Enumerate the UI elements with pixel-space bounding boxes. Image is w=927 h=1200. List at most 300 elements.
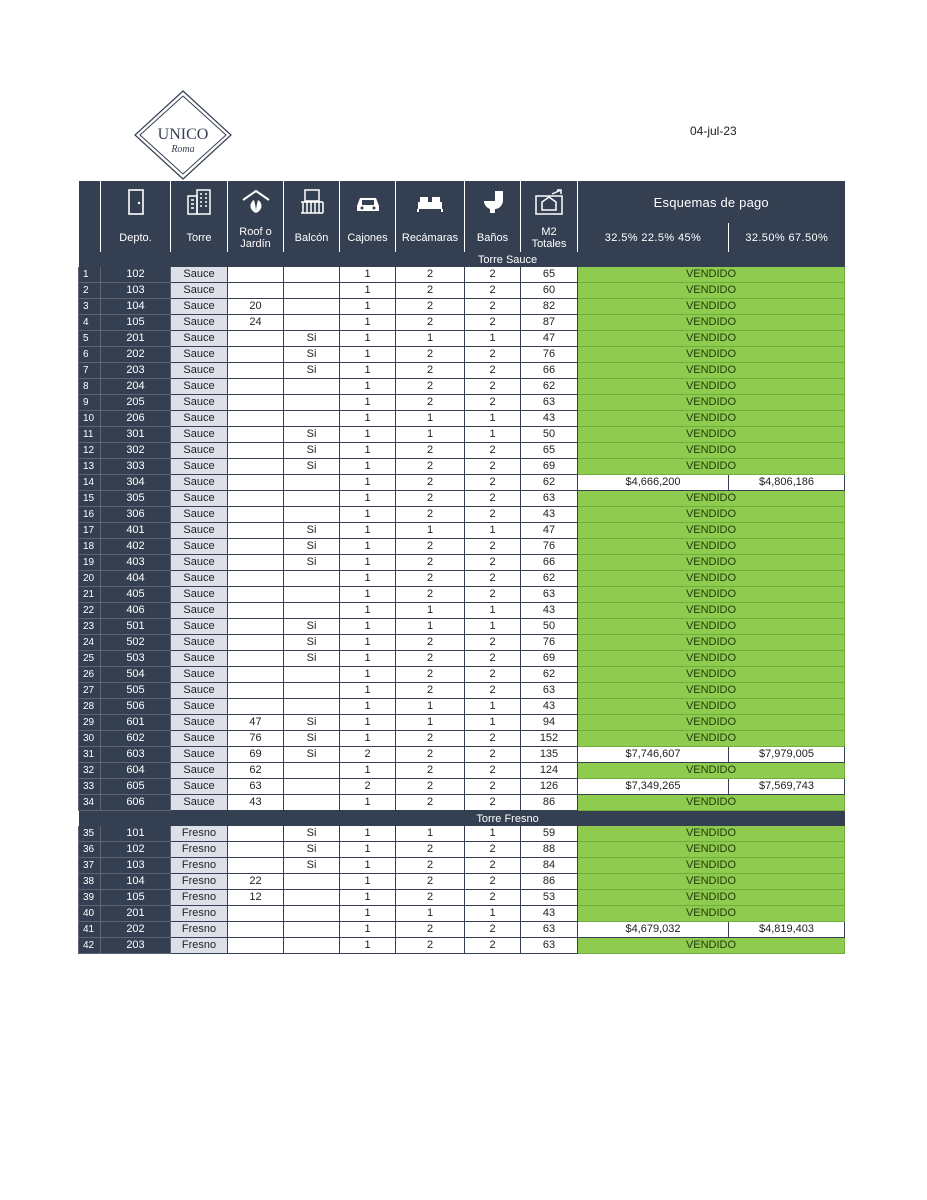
cell-m2: 76 — [521, 539, 578, 555]
cell-roof — [228, 427, 284, 443]
column-header-balcon: Balcón — [284, 223, 340, 252]
row-number: 24 — [79, 635, 101, 651]
cell-banos: 2 — [465, 539, 521, 555]
cell-balcon — [284, 571, 340, 587]
cell-depto: 301 — [101, 427, 171, 443]
sold-status: VENDIDO — [578, 842, 845, 858]
cell-depto: 104 — [101, 874, 171, 890]
price-scheme-2: $4,806,186 — [729, 475, 845, 491]
cell-banos: 1 — [465, 427, 521, 443]
cell-balcon: Si — [284, 427, 340, 443]
price-scheme-2: $7,979,005 — [729, 747, 845, 763]
sold-status: VENDIDO — [578, 539, 845, 555]
column-header-roof-line2: Jardín — [240, 237, 271, 250]
price-scheme-2: $4,819,403 — [729, 922, 845, 938]
cell-recamaras: 2 — [396, 858, 465, 874]
row-number: 29 — [79, 715, 101, 731]
cell-banos: 2 — [465, 667, 521, 683]
cell-cajones: 1 — [340, 619, 396, 635]
table-row — [79, 890, 845, 906]
sold-status: VENDIDO — [578, 411, 845, 427]
row-number: 10 — [79, 411, 101, 427]
cell-m2: 62 — [521, 379, 578, 395]
column-header-banos: Baños — [465, 223, 521, 252]
cell-cajones: 1 — [340, 379, 396, 395]
cell-recamaras: 2 — [396, 874, 465, 890]
cell-depto: 305 — [101, 491, 171, 507]
roof-garden-icon — [241, 188, 271, 216]
sold-status: VENDIDO — [578, 795, 845, 811]
cell-roof: 69 — [228, 747, 284, 763]
table-row — [79, 747, 845, 763]
cell-m2: 60 — [521, 283, 578, 299]
table-row — [79, 651, 845, 667]
cell-torre: Sauce — [171, 395, 228, 411]
sold-status: VENDIDO — [578, 699, 845, 715]
cell-balcon — [284, 507, 340, 523]
cell-cajones: 1 — [340, 922, 396, 938]
column-header-m2-line1: M2 — [541, 225, 557, 238]
table-row — [79, 874, 845, 890]
car-icon — [353, 188, 383, 216]
cell-depto: 602 — [101, 731, 171, 747]
cell-recamaras: 1 — [396, 523, 465, 539]
cell-depto: 403 — [101, 555, 171, 571]
row-number: 11 — [79, 427, 101, 443]
cell-balcon: Si — [284, 842, 340, 858]
cell-recamaras: 2 — [396, 443, 465, 459]
cell-balcon — [284, 922, 340, 938]
cell-depto: 105 — [101, 890, 171, 906]
cell-depto: 102 — [101, 842, 171, 858]
cell-roof — [228, 683, 284, 699]
cell-banos: 1 — [465, 331, 521, 347]
cell-torre: Fresno — [171, 826, 228, 842]
cell-cajones: 1 — [340, 395, 396, 411]
cell-cajones: 1 — [340, 443, 396, 459]
sold-status: VENDIDO — [578, 267, 845, 283]
table-row — [79, 283, 845, 299]
cell-m2: 88 — [521, 842, 578, 858]
table-row — [79, 427, 845, 443]
cell-cajones: 1 — [340, 523, 396, 539]
cell-recamaras: 2 — [396, 539, 465, 555]
building-icon — [184, 188, 214, 216]
cell-m2: 62 — [521, 571, 578, 587]
cell-recamaras: 2 — [396, 395, 465, 411]
cell-cajones: 2 — [340, 779, 396, 795]
cell-depto: 205 — [101, 395, 171, 411]
row-number: 26 — [79, 667, 101, 683]
cell-m2: 84 — [521, 858, 578, 874]
sold-status: VENDIDO — [578, 874, 845, 890]
cell-banos: 2 — [465, 890, 521, 906]
cell-banos: 2 — [465, 842, 521, 858]
cell-depto: 402 — [101, 539, 171, 555]
cell-cajones: 1 — [340, 507, 396, 523]
table-row — [79, 315, 845, 331]
cell-m2: 63 — [521, 922, 578, 938]
cell-torre: Sauce — [171, 523, 228, 539]
cell-depto: 101 — [101, 826, 171, 842]
cell-cajones: 1 — [340, 491, 396, 507]
cell-balcon: Si — [284, 459, 340, 475]
cell-roof — [228, 283, 284, 299]
cell-cajones: 1 — [340, 347, 396, 363]
cell-recamaras: 2 — [396, 683, 465, 699]
cell-cajones: 1 — [340, 651, 396, 667]
cell-recamaras: 1 — [396, 331, 465, 347]
cell-recamaras: 2 — [396, 587, 465, 603]
cell-roof — [228, 906, 284, 922]
section-lead-cell — [101, 811, 171, 827]
sold-status: VENDIDO — [578, 443, 845, 459]
row-number: 21 — [79, 587, 101, 603]
table-row — [79, 906, 845, 922]
cell-cajones: 1 — [340, 683, 396, 699]
table-row — [79, 363, 845, 379]
units-table-body — [79, 252, 845, 954]
sold-status: VENDIDO — [578, 858, 845, 874]
cell-m2: 87 — [521, 315, 578, 331]
cell-roof — [228, 523, 284, 539]
cell-cajones: 1 — [340, 635, 396, 651]
cell-depto: 502 — [101, 635, 171, 651]
cell-torre: Sauce — [171, 347, 228, 363]
cell-balcon — [284, 938, 340, 954]
cell-balcon — [284, 411, 340, 427]
cell-balcon: Si — [284, 443, 340, 459]
cell-m2: 43 — [521, 906, 578, 922]
column-header-roof-line1: Roof o — [239, 225, 272, 238]
cell-m2: 47 — [521, 331, 578, 347]
cell-depto: 506 — [101, 699, 171, 715]
cell-cajones: 1 — [340, 315, 396, 331]
cell-torre: Sauce — [171, 299, 228, 315]
row-number: 27 — [79, 683, 101, 699]
table-row — [79, 491, 845, 507]
door-icon — [121, 188, 151, 216]
cell-roof — [228, 267, 284, 283]
cell-torre: Sauce — [171, 507, 228, 523]
cell-roof — [228, 587, 284, 603]
cell-recamaras: 1 — [396, 619, 465, 635]
price-scheme-1: $7,349,265 — [578, 779, 729, 795]
cell-m2: 63 — [521, 491, 578, 507]
document-date: 04-jul-23 — [690, 124, 737, 138]
cell-torre: Sauce — [171, 443, 228, 459]
logo-subtitle: Roma — [171, 144, 195, 155]
cell-banos: 2 — [465, 635, 521, 651]
cell-roof — [228, 922, 284, 938]
cell-banos: 2 — [465, 507, 521, 523]
row-number: 17 — [79, 523, 101, 539]
cell-depto: 202 — [101, 347, 171, 363]
cell-roof — [228, 699, 284, 715]
price-scheme-1: $4,666,200 — [578, 475, 729, 491]
cell-recamaras: 2 — [396, 475, 465, 491]
row-number: 23 — [79, 619, 101, 635]
cell-cajones: 1 — [340, 539, 396, 555]
table-row — [79, 922, 845, 938]
table-row — [79, 379, 845, 395]
cell-banos: 2 — [465, 763, 521, 779]
cell-cajones: 1 — [340, 906, 396, 922]
cell-torre: Sauce — [171, 699, 228, 715]
cell-m2: 63 — [521, 683, 578, 699]
cell-banos: 2 — [465, 651, 521, 667]
cell-m2: 65 — [521, 443, 578, 459]
cell-banos: 2 — [465, 299, 521, 315]
cell-m2: 126 — [521, 779, 578, 795]
cell-torre: Sauce — [171, 683, 228, 699]
cell-cajones: 1 — [340, 427, 396, 443]
cell-recamaras: 1 — [396, 411, 465, 427]
row-number: 28 — [79, 699, 101, 715]
cell-banos: 2 — [465, 283, 521, 299]
cell-m2: 47 — [521, 523, 578, 539]
cell-balcon — [284, 315, 340, 331]
sold-status: VENDIDO — [578, 603, 845, 619]
cell-cajones: 1 — [340, 826, 396, 842]
cell-banos: 1 — [465, 603, 521, 619]
cell-roof: 20 — [228, 299, 284, 315]
cell-recamaras: 1 — [396, 906, 465, 922]
cell-recamaras: 2 — [396, 651, 465, 667]
row-number: 25 — [79, 651, 101, 667]
section-header-row — [79, 252, 845, 267]
cell-balcon — [284, 763, 340, 779]
cell-roof — [228, 539, 284, 555]
cell-roof: 62 — [228, 763, 284, 779]
cell-torre: Sauce — [171, 651, 228, 667]
cell-depto: 201 — [101, 331, 171, 347]
cell-balcon: Si — [284, 555, 340, 571]
cell-cajones: 1 — [340, 715, 396, 731]
cell-torre: Fresno — [171, 858, 228, 874]
cell-banos: 2 — [465, 779, 521, 795]
cell-torre: Sauce — [171, 731, 228, 747]
cell-recamaras: 2 — [396, 763, 465, 779]
row-number: 4 — [79, 315, 101, 331]
cell-banos: 1 — [465, 906, 521, 922]
table-row — [79, 411, 845, 427]
cell-cajones: 1 — [340, 938, 396, 954]
sold-status: VENDIDO — [578, 299, 845, 315]
cell-m2: 43 — [521, 699, 578, 715]
cell-torre: Sauce — [171, 587, 228, 603]
cell-torre: Sauce — [171, 379, 228, 395]
cell-cajones: 1 — [340, 763, 396, 779]
logo-name: UNICO — [157, 126, 209, 143]
cell-roof — [228, 443, 284, 459]
cell-banos: 2 — [465, 922, 521, 938]
cell-torre: Sauce — [171, 283, 228, 299]
cell-balcon: Si — [284, 523, 340, 539]
row-number: 42 — [79, 938, 101, 954]
cell-roof — [228, 491, 284, 507]
cell-depto: 203 — [101, 938, 171, 954]
table-row — [79, 795, 845, 811]
table-row — [79, 539, 845, 555]
table-row — [79, 571, 845, 587]
cell-balcon — [284, 587, 340, 603]
cell-cajones: 1 — [340, 475, 396, 491]
cell-m2: 50 — [521, 619, 578, 635]
cell-depto: 606 — [101, 795, 171, 811]
cell-banos: 2 — [465, 347, 521, 363]
cell-roof — [228, 379, 284, 395]
cell-roof — [228, 603, 284, 619]
sold-status: VENDIDO — [578, 283, 845, 299]
sold-status: VENDIDO — [578, 459, 845, 475]
cell-torre: Sauce — [171, 795, 228, 811]
cell-m2: 76 — [521, 635, 578, 651]
cell-depto: 405 — [101, 587, 171, 603]
cell-roof — [228, 395, 284, 411]
cell-cajones: 1 — [340, 571, 396, 587]
row-number: 5 — [79, 331, 101, 347]
cell-roof — [228, 555, 284, 571]
table-row — [79, 587, 845, 603]
cell-roof — [228, 938, 284, 954]
cell-roof — [228, 347, 284, 363]
section-header-row — [79, 811, 845, 827]
cell-recamaras: 2 — [396, 491, 465, 507]
sold-status: VENDIDO — [578, 507, 845, 523]
cell-torre: Sauce — [171, 539, 228, 555]
cell-roof — [228, 635, 284, 651]
section-title: Torre Sauce — [171, 252, 845, 267]
sold-status: VENDIDO — [578, 890, 845, 906]
row-number: 38 — [79, 874, 101, 890]
price-scheme-2: $7,569,743 — [729, 779, 845, 795]
cell-m2: 69 — [521, 459, 578, 475]
cell-banos: 2 — [465, 475, 521, 491]
row-number: 40 — [79, 906, 101, 922]
units-table — [78, 181, 845, 954]
cell-banos: 2 — [465, 491, 521, 507]
cell-depto: 105 — [101, 315, 171, 331]
row-number: 12 — [79, 443, 101, 459]
cell-m2: 69 — [521, 651, 578, 667]
cell-recamaras: 2 — [396, 363, 465, 379]
cell-recamaras: 2 — [396, 890, 465, 906]
cell-balcon — [284, 603, 340, 619]
table-row — [79, 267, 845, 283]
cell-torre: Sauce — [171, 667, 228, 683]
cell-roof — [228, 411, 284, 427]
cell-balcon — [284, 699, 340, 715]
column-header-m2 — [521, 223, 578, 252]
payment-schemes-title: Esquemas de pago — [578, 181, 845, 223]
house-area-icon — [534, 188, 564, 216]
row-number: 7 — [79, 363, 101, 379]
cell-recamaras: 2 — [396, 842, 465, 858]
table-row — [79, 938, 845, 954]
cell-balcon — [284, 283, 340, 299]
cell-cajones: 2 — [340, 747, 396, 763]
cell-cajones: 1 — [340, 890, 396, 906]
cell-banos: 2 — [465, 747, 521, 763]
row-number: 41 — [79, 922, 101, 938]
cell-roof — [228, 507, 284, 523]
cell-balcon — [284, 667, 340, 683]
cell-roof — [228, 475, 284, 491]
sold-status: VENDIDO — [578, 315, 845, 331]
row-number: 18 — [79, 539, 101, 555]
cell-m2: 62 — [521, 667, 578, 683]
cell-roof — [228, 667, 284, 683]
row-number: 2 — [79, 283, 101, 299]
row-number: 16 — [79, 507, 101, 523]
bed-icon — [415, 188, 445, 216]
cell-balcon — [284, 683, 340, 699]
cell-roof: 22 — [228, 874, 284, 890]
cell-m2: 63 — [521, 395, 578, 411]
cell-roof — [228, 842, 284, 858]
cell-banos: 2 — [465, 443, 521, 459]
sold-status: VENDIDO — [578, 635, 845, 651]
cell-depto: 603 — [101, 747, 171, 763]
table-row — [79, 443, 845, 459]
cell-m2: 43 — [521, 411, 578, 427]
cell-m2: 82 — [521, 299, 578, 315]
sold-status: VENDIDO — [578, 938, 845, 954]
cell-cajones: 1 — [340, 363, 396, 379]
cell-depto: 501 — [101, 619, 171, 635]
cell-m2: 135 — [521, 747, 578, 763]
sold-status: VENDIDO — [578, 906, 845, 922]
cell-recamaras: 2 — [396, 555, 465, 571]
cell-cajones: 1 — [340, 858, 396, 874]
cell-roof: 47 — [228, 715, 284, 731]
cell-torre: Sauce — [171, 315, 228, 331]
cell-torre: Sauce — [171, 763, 228, 779]
table-row — [79, 842, 845, 858]
cell-recamaras: 2 — [396, 731, 465, 747]
row-number: 3 — [79, 299, 101, 315]
cell-depto: 503 — [101, 651, 171, 667]
cell-balcon: Si — [284, 826, 340, 842]
cell-balcon — [284, 267, 340, 283]
cell-balcon — [284, 795, 340, 811]
sold-status: VENDIDO — [578, 619, 845, 635]
cell-cajones: 1 — [340, 667, 396, 683]
cell-torre: Fresno — [171, 938, 228, 954]
sold-status: VENDIDO — [578, 651, 845, 667]
cell-depto: 404 — [101, 571, 171, 587]
cell-banos: 2 — [465, 587, 521, 603]
cell-torre: Fresno — [171, 890, 228, 906]
cell-torre: Sauce — [171, 331, 228, 347]
cell-banos: 2 — [465, 571, 521, 587]
table-row — [79, 731, 845, 747]
cell-m2: 43 — [521, 507, 578, 523]
cell-recamaras: 2 — [396, 795, 465, 811]
row-number: 20 — [79, 571, 101, 587]
cell-torre: Sauce — [171, 475, 228, 491]
cell-cajones: 1 — [340, 603, 396, 619]
cell-depto: 206 — [101, 411, 171, 427]
cell-recamaras: 2 — [396, 747, 465, 763]
column-header-scheme-2: 32.50% 67.50% — [729, 223, 845, 252]
cell-banos: 2 — [465, 938, 521, 954]
table-row — [79, 475, 845, 491]
cell-depto: 401 — [101, 523, 171, 539]
table-row — [79, 699, 845, 715]
cell-roof: 43 — [228, 795, 284, 811]
